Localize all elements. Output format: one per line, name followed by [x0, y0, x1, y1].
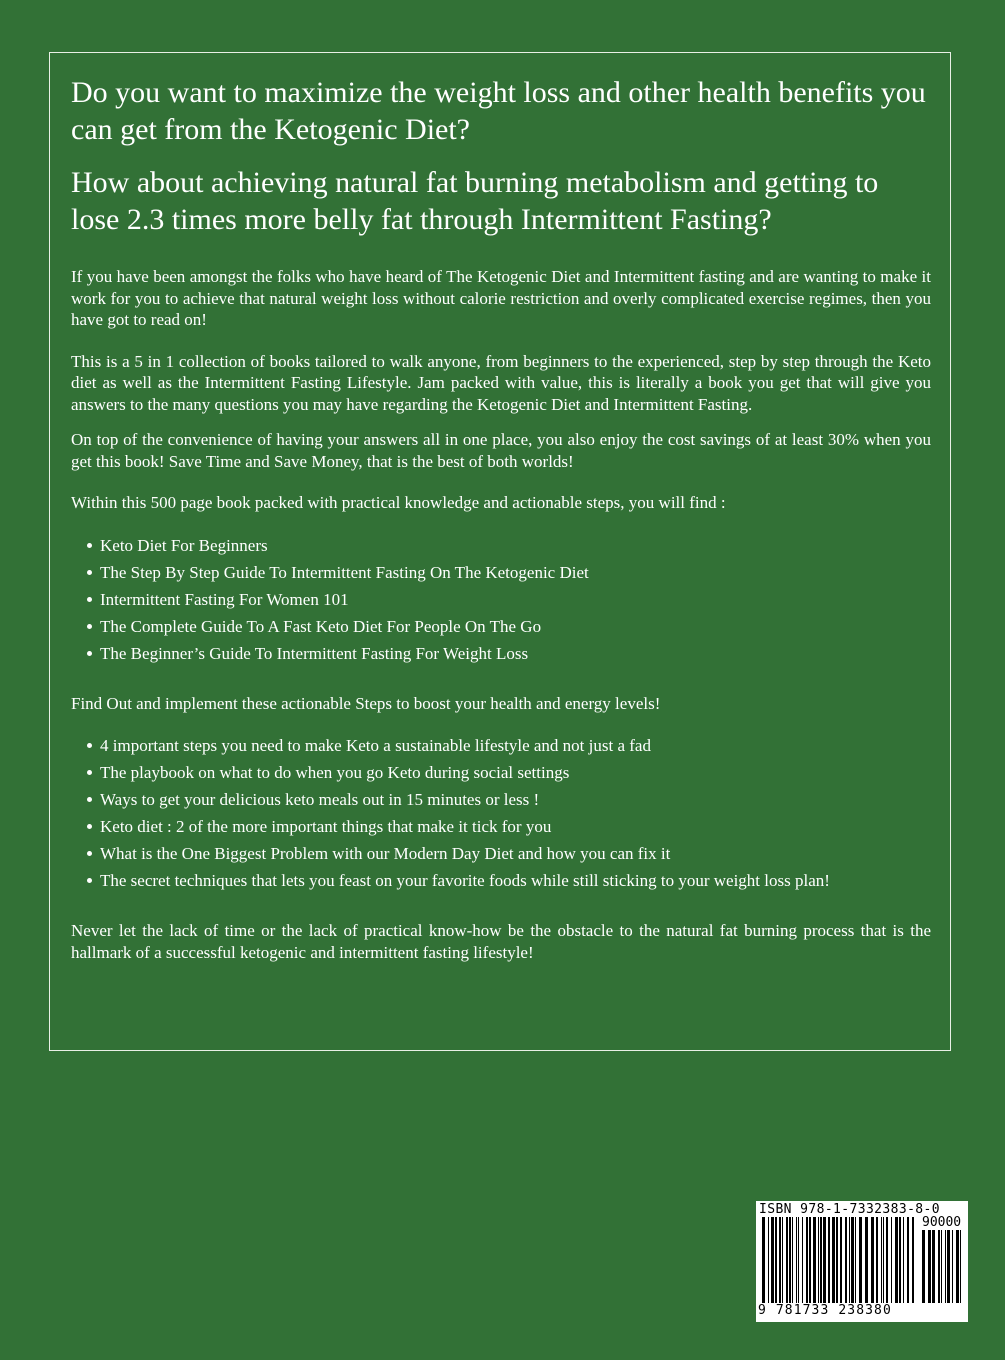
books-list [71, 532, 931, 667]
list-item: Ways to get your delicious keto meals out in 15 minutes or less ! [100, 786, 931, 813]
headline-question-1: Do you want to maximize the weight loss and other health benefits you can get from the Ketogenic Diet? [71, 76, 926, 146]
list-item: Keto Diet For Beginners [100, 532, 931, 559]
within-paragraph: Within this 500 page book packed with practical knowledge and actionable steps, you will find : [71, 493, 726, 512]
list-item: The playbook on what to do when you go Keto during social settings [100, 759, 931, 786]
isbn-digits: 9 781733 238380 [758, 1303, 892, 1318]
list-item: The Beginner’s Guide To Intermittent Fasting For Weight Loss [100, 640, 931, 667]
headline-question-2: How about achieving natural fat burning metabolism and getting to lose 2.3 times more belly fat through Intermittent Fasting? [71, 166, 879, 236]
back-cover-text [71, 74, 931, 983]
list-item: The secret techniques that lets you feast on your favorite foods while still sticking to your weight loss plan! [100, 867, 931, 894]
steps-list [71, 732, 931, 894]
list-item: What is the One Biggest Problem with our Modern Day Diet and how you can fix it [100, 840, 931, 867]
findout-paragraph: Find Out and implement these actionable Steps to boost your health and energy levels! [71, 693, 661, 713]
list-item: 4 important steps you need to make Keto a sustainable lifestyle and not just a fad [100, 732, 931, 759]
isbn-label: ISBN 978-1-7332383-8-0 [759, 1202, 940, 1217]
list-item: Intermittent Fasting For Women 101 [100, 586, 931, 613]
closing-paragraph: Never let the lack of time or the lack of practical know-how be the obstacle to the natural fat burning process that is the hallmark of a successful ketogenic and intermittent fasting lifestyle! [71, 921, 931, 962]
barcode-addon-bars-icon [922, 1230, 962, 1303]
isbn-addon-number: 90000 [922, 1215, 962, 1230]
barcode-bars-icon [762, 1217, 914, 1303]
list-item: The Step By Step Guide To Intermittent Fasting On The Ketogenic Diet [100, 559, 931, 586]
savings-paragraph: On top of the convenience of having your answers all in one place, you also enjoy the cost savings of at least 30% when you get this book! Save Time and Save Money, that is the best of both worlds! [71, 430, 931, 471]
list-item: The Complete Guide To A Fast Keto Diet For People On The Go [100, 613, 931, 640]
intro-paragraph: If you have been amongst the folks who have heard of The Ketogenic Diet and Intermittent fasting and are wanting to make it work for you to achieve that natural weight loss without calorie restriction and overly complicated exercise regimes, then you have got to read on! [71, 267, 931, 329]
isbn-barcode [756, 1201, 968, 1322]
collection-paragraph: This is a 5 in 1 collection of books tailored to walk anyone, from beginners to the experienced, step by step through the Keto diet as well as the Intermittent Fasting Lifestyle. Jam packed with value, this is literally a book you get that will give you answers to the many questions you may have regarding the Ketogenic Diet and Intermittent Fasting. [71, 351, 931, 414]
list-item: Keto diet : 2 of the more important things that make it tick for you [100, 813, 931, 840]
